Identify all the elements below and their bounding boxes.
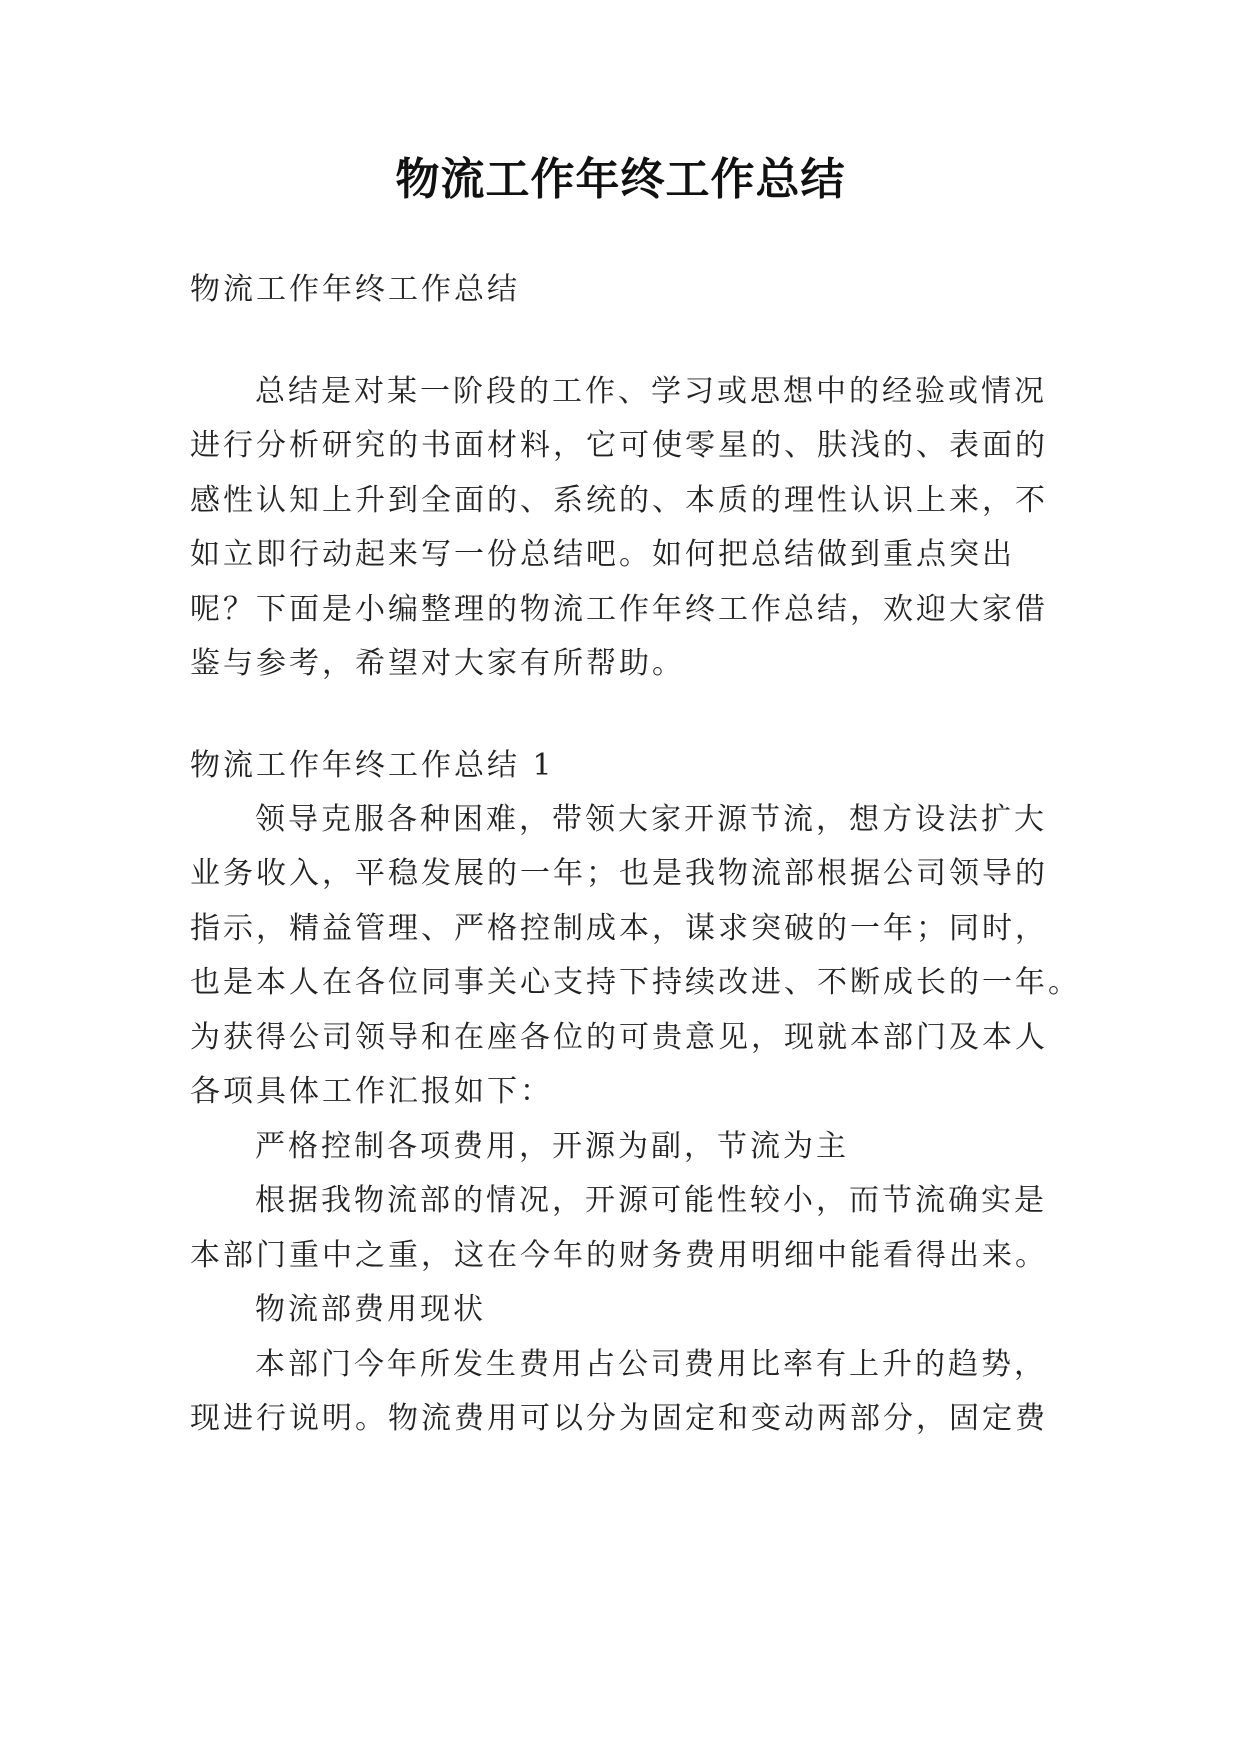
paragraph-line: 本部门今年所发生费用占公司费用比率有上升的趋势， (255, 1347, 1047, 1382)
document-title: 物流工作年终工作总结 (395, 154, 846, 205)
intro-line: 感性认知上升到全面的、系统的、本质的理性认识上来，不 (190, 483, 1048, 518)
section-heading: 物流工作年终工作总结 1 (190, 748, 555, 783)
paragraph-line: 根据我物流部的情况，开源可能性较小，而节流确实是 (255, 1183, 1047, 1218)
paragraph-line: 现进行说明。物流费用可以分为固定和变动两部分，固定费 (190, 1401, 1048, 1436)
paragraph-line: 指示，精益管理、严格控制成本，谋求突破的一年；同时， (190, 911, 1048, 946)
subtitle: 物流工作年终工作总结 (190, 272, 520, 307)
paragraph-line: 各项具体工作汇报如下： (190, 1074, 553, 1109)
intro-line: 进行分析研究的书面材料，它可使零星的、肤浅的、表面的 (190, 428, 1048, 463)
paragraph-line: 也是本人在各位同事关心支持下持续改进、不断成长的一年。 (190, 965, 1081, 1000)
intro-line: 鉴与参考，希望对大家有所帮助。 (190, 646, 685, 681)
paragraph-line: 领导克服各种困难，带领大家开源节流，想方设法扩大 (255, 802, 1047, 837)
intro-line: 总结是对某一阶段的工作、学习或思想中的经验或情况 (255, 374, 1047, 409)
paragraph-line: 业务收入，平稳发展的一年；也是我物流部根据公司领导的 (190, 856, 1048, 891)
subheading-cost-control: 严格控制各项费用，开源为副，节流为主 (255, 1129, 849, 1164)
subheading-cost-status: 物流部费用现状 (255, 1292, 486, 1327)
paragraph-line: 为获得公司领导和在座各位的可贵意见，现就本部门及本人 (190, 1020, 1048, 1055)
intro-line: 如立即行动起来写一份总结吧。如何把总结做到重点突出 (190, 537, 1015, 572)
paragraph-line: 本部门重中之重，这在今年的财务费用明细中能看得出来。 (190, 1238, 1048, 1273)
intro-line: 呢？下面是小编整理的物流工作年终工作总结，欢迎大家借 (190, 592, 1048, 627)
